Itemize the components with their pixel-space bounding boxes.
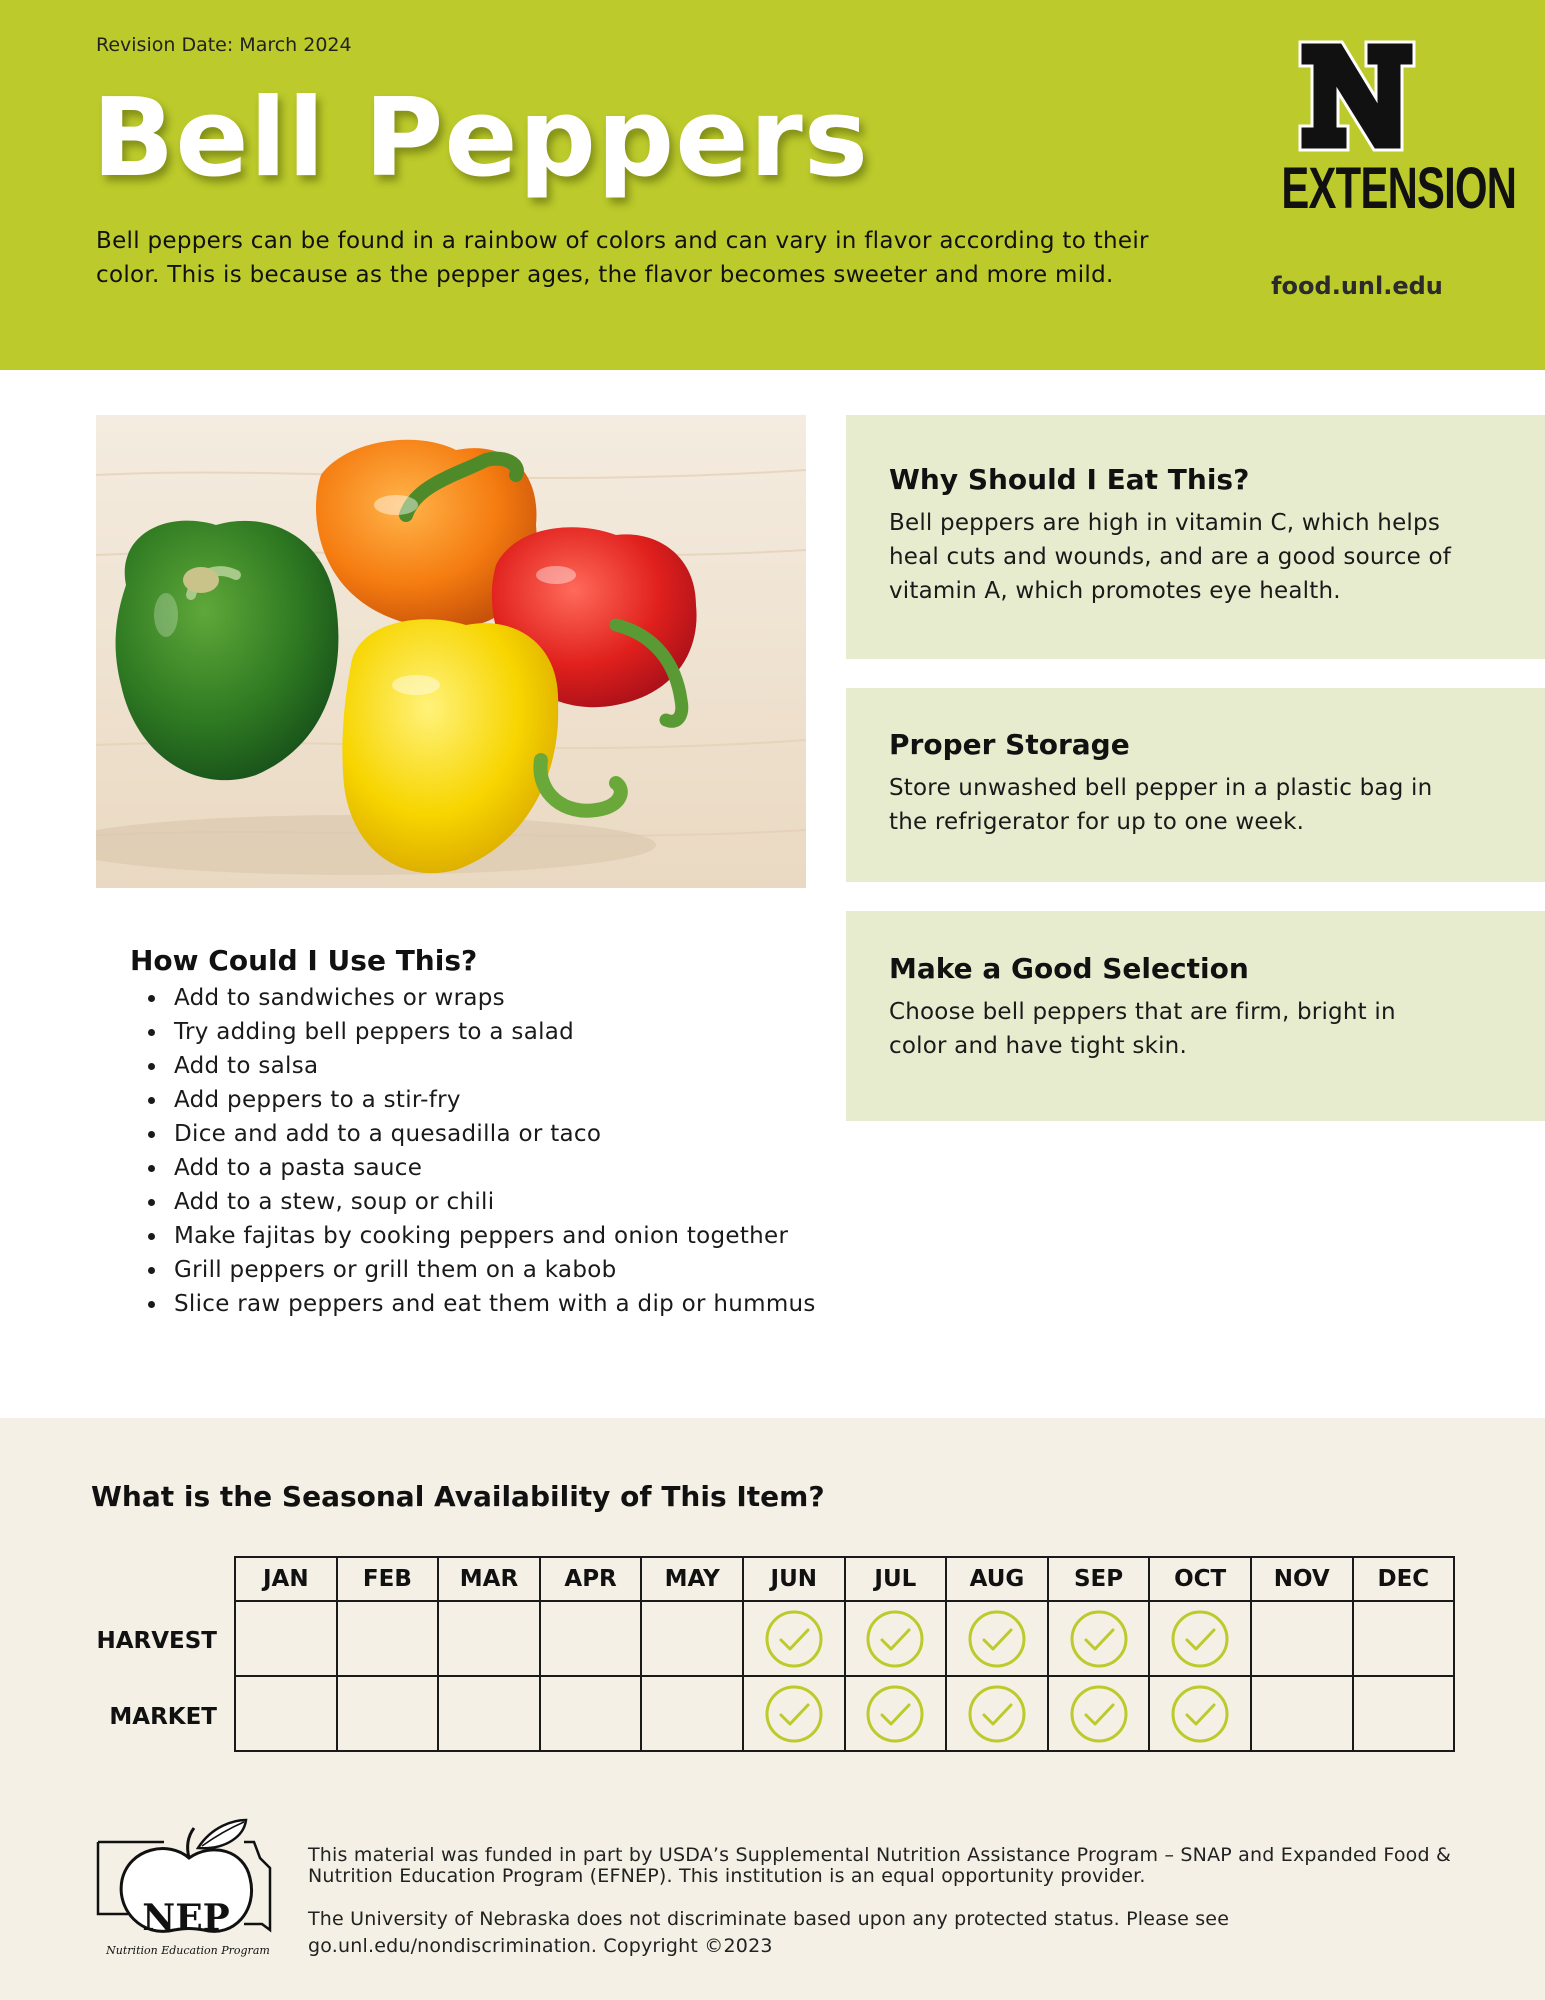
season-cell [1048,1601,1150,1676]
month-header-oct: OCT [1149,1557,1251,1601]
season-cell [845,1676,947,1751]
revision-date: Revision Date: March 2024 [96,34,352,56]
season-cell [438,1676,540,1751]
season-row-harvest [235,1601,1454,1676]
checkmark-icon [865,1684,925,1744]
list-item: Grill peppers or grill them on a kabob [174,1253,850,1287]
list-item: Add to a stew, soup or chili [174,1185,850,1219]
season-cell [1048,1676,1150,1751]
funding-statement: This material was funded in part by USDA’s Supplemental Nutrition Assistance Program – SNAP and Expanded Food & Nutrition Education Program (EFNEP). This institution is an equal opportunity provider. [308,1844,1452,1887]
season-cell [743,1676,845,1751]
season-cell [540,1676,642,1751]
season-cell [946,1601,1048,1676]
season-cell [946,1676,1048,1751]
why-eat-heading: Why Should I Eat This? [889,463,1250,496]
storage-heading: Proper Storage [889,728,1130,761]
page-title: Bell Peppers [92,76,870,201]
checkmark-icon [1170,1609,1230,1669]
market-label: MARKET [109,1704,217,1730]
month-header-dec: DEC [1353,1557,1455,1601]
month-header-feb: FEB [337,1557,439,1601]
nep-logo-icon [94,1818,284,1960]
storage-box [846,688,1545,882]
uses-heading: How Could I Use This? [130,944,478,977]
season-cell [337,1676,439,1751]
list-item: Slice raw peppers and eat them with a dip or hummus [174,1287,850,1321]
checkmark-icon [1069,1609,1129,1669]
checkmark-icon [764,1684,824,1744]
list-item: Add to a pasta sauce [174,1151,850,1185]
season-cell [337,1601,439,1676]
season-cell [1353,1676,1455,1751]
seasonal-table [234,1556,1455,1752]
season-cell [641,1601,743,1676]
list-item: Make fajitas by cooking peppers and onion together [174,1219,850,1253]
month-header-may: MAY [641,1557,743,1601]
list-item: Add to sandwiches or wraps [174,981,850,1015]
month-header-aug: AUG [946,1557,1048,1601]
month-header-nov: NOV [1251,1557,1353,1601]
season-cell [641,1676,743,1751]
why-eat-text: Bell peppers are high in vitamin C, which helps heal cuts and wounds, and are a good source of vitamin A, which promotes eye health. [889,510,1452,604]
uses-list [130,981,850,1321]
season-body [235,1601,1454,1751]
season-cell [1353,1601,1455,1676]
season-cell [1149,1601,1251,1676]
nep-logo-subtitle: Nutrition Education Program [106,1944,270,1957]
season-cell [1251,1601,1353,1676]
checkmark-icon [865,1609,925,1669]
uses-section [130,944,850,1321]
season-cell [743,1601,845,1676]
list-item: Try adding bell peppers to a salad [174,1015,850,1049]
season-cell [1251,1676,1353,1751]
harvest-label: HARVEST [96,1628,217,1654]
season-cell [1149,1676,1251,1751]
storage-text: Store unwashed bell pepper in a plastic bag in the refrigerator for up to one week. [889,775,1433,835]
list-item: Add peppers to a stir-fry [174,1083,850,1117]
bell-peppers-photo [96,415,806,888]
month-header-mar: MAR [438,1557,540,1601]
nebraska-n-logo-icon [1298,40,1416,152]
month-header-jun: JUN [743,1557,845,1601]
nondiscrimination-statement: The University of Nebraska does not discriminate based upon any protected status. Please see go.unl.edu/nondiscrimination. Copyright ©2023 [308,1908,1230,1957]
month-header-row [235,1557,1454,1601]
season-cell [845,1601,947,1676]
intro-text: Bell peppers can be found in a rainbow of colors and can vary in flavor according to their color. This is because as the pepper ages, the flavor becomes sweeter and more mild. [96,228,1149,288]
list-item: Dice and add to a quesadilla or taco [174,1117,850,1151]
season-cell [235,1601,337,1676]
seasonal-heading: What is the Seasonal Availability of This Item? [91,1480,825,1513]
season-cell [540,1601,642,1676]
website-link[interactable]: food.unl.edu [1271,272,1443,300]
selection-heading: Make a Good Selection [889,952,1249,985]
month-header-apr: APR [540,1557,642,1601]
selection-text: Choose bell peppers that are firm, bright in color and have tight skin. [889,999,1396,1059]
list-item: Add to salsa [174,1049,850,1083]
season-cell [235,1676,337,1751]
month-header-sep: SEP [1048,1557,1150,1601]
checkmark-icon [967,1684,1027,1744]
nep-logo-text: NEP [142,1897,230,1939]
month-header-jan: JAN [235,1557,337,1601]
season-row-market [235,1676,1454,1751]
checkmark-icon [764,1609,824,1669]
month-header-jul: JUL [845,1557,947,1601]
season-cell [438,1601,540,1676]
checkmark-icon [1069,1684,1129,1744]
checkmark-icon [967,1609,1027,1669]
checkmark-icon [1170,1684,1230,1744]
extension-logo-text: EXTENSION [1281,156,1517,221]
selection-box [846,911,1545,1121]
header-banner [0,0,1545,370]
why-eat-box [846,415,1545,659]
